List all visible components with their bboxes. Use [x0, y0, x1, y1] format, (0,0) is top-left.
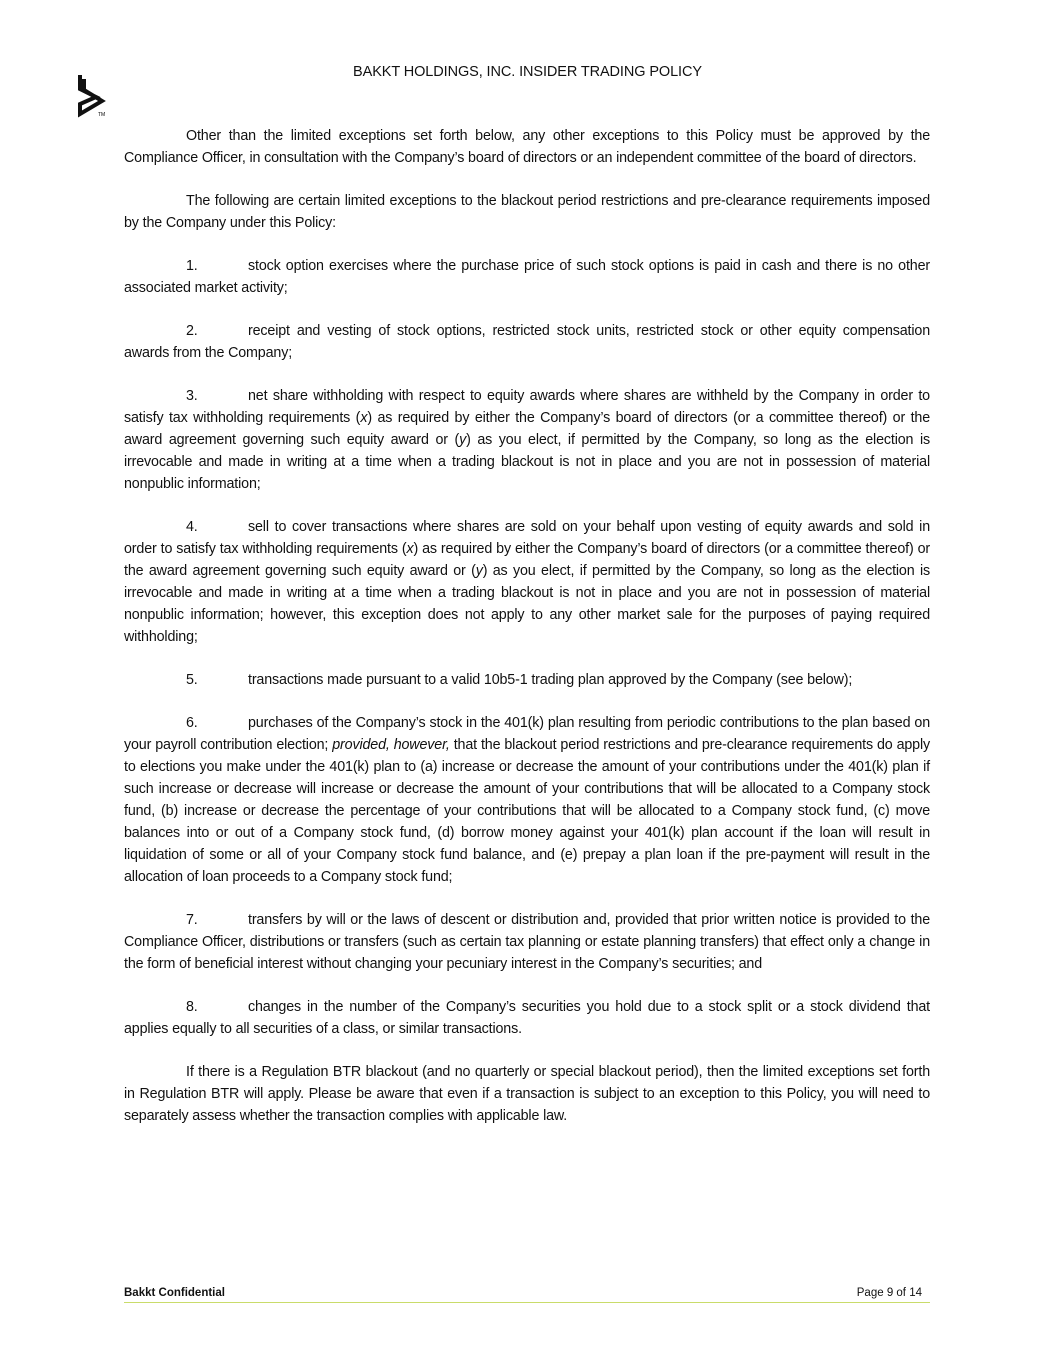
exception-list-item	[124, 255, 930, 299]
exception-list-item	[124, 712, 930, 888]
paragraph: Other than the limited exceptions set forth below, any other exceptions to this Policy must be approved by the Compliance Officer, in consultation with the Company’s board of directors or an independent committee of the board of directors.	[124, 128, 930, 166]
exception-list-item	[124, 320, 930, 364]
list-number: 4.	[186, 519, 198, 535]
list-number: 1.	[186, 258, 198, 274]
item-text: transfers by will or the laws of descent or distribution and, provided that prior written notice is provided to the Compliance Officer, distributions or transfers (such as certain tax planning or estate planning transfers) that effect only a change in the form of beneficial interest without changing your pecuniary interest in the Company’s securities; and	[124, 912, 930, 972]
item-text: purchases of the Company’s stock in the 401(k) plan resulting from periodic contributions to the plan based on your payroll contribution election;	[124, 715, 930, 753]
list-number: 3.	[186, 388, 198, 404]
item-text: receipt and vesting of stock options, restricted stock units, restricted stock or other equity compensation awards from the Company;	[124, 323, 930, 361]
exception-list-item	[124, 516, 930, 648]
item-text: provided, however,	[332, 737, 450, 753]
item-text: y	[459, 432, 467, 448]
document-header: BAKKT HOLDINGS, INC. INSIDER TRADING POLICY	[353, 64, 702, 80]
exception-list-item	[124, 996, 930, 1040]
list-number: 6.	[186, 715, 198, 731]
exception-list-item	[124, 909, 930, 975]
item-text: ) as you elect, if permitted by the Company, so long as the election is irrevocable and made in writing at a time when a trading blackout is not in place and you are not in possession of material nonpublic information; however, this exception does not apply to any other market sale for the purposes of paying required withholding;	[124, 563, 930, 645]
item-text: x	[406, 541, 414, 557]
page-number: Page 9 of 14	[856, 1287, 922, 1299]
document-body	[124, 125, 930, 1148]
item-text: stock option exercises where the purchase price of such stock options is paid in cash and there is no other associated market activity;	[124, 258, 930, 296]
exception-list-item	[124, 385, 930, 495]
exception-list-item	[124, 669, 930, 691]
item-text: sell to cover transactions where shares are sold on your behalf upon vesting of equity awards and sold in order to satisfy tax withholding requirements (	[124, 519, 930, 557]
confidential-label: Bakkt Confidential	[124, 1287, 225, 1299]
item-text: ) as you elect, if permitted by the Company, so long as the election is irrevocable and made in writing at a time when a trading blackout is not in place and you are not in possession of material nonpublic information;	[124, 432, 930, 492]
list-number: 8.	[186, 999, 198, 1015]
list-number: 7.	[186, 912, 198, 928]
paragraph: The following are certain limited exceptions to the blackout period restrictions and pre-clearance requirements imposed by the Company under this Policy:	[124, 193, 930, 231]
item-text: transactions made pursuant to a valid 10b5-1 trading plan approved by the Company (see below);	[248, 672, 853, 688]
closing-paragraph: If there is a Regulation BTR blackout (and no quarterly or special blackout period), then the limited exceptions set forth in Regulation BTR will apply. Please be aware that even if a transaction is subject to an exception to this Policy, you will need to separately assess whether the transaction complies with applicable law.	[124, 1064, 930, 1124]
item-text: y	[475, 563, 483, 579]
svg-text:TM: TM	[98, 112, 106, 118]
list-number: 2.	[186, 323, 198, 339]
item-text: that the blackout period restrictions and pre-clearance requirements do apply to elections you make under the 401(k) plan to (a) increase or decrease the amount of your contributions under the 401(k) plan if such increase or decrease will increase or decrease the amount of your contributions that will be allocated to a Company stock fund, (b) increase or decrease the percentage of your contributions that will be allocated to a Company stock fund, (c) move balances into or out of a Company stock fund, (d) borrow money against your 401(k) plan account if the loan will result in liquidation of some or all of your Company stock fund balance, and (e) prepay a plan loan if the pre-payment will result in the allocation of loan proceeds to a Company stock fund;	[124, 737, 931, 885]
page-footer	[124, 1287, 930, 1303]
item-text: ) as required by either the Company’s board of directors (or a committee thereof) or the award agreement governing such equity award or (	[124, 410, 930, 448]
item-text: x	[360, 410, 368, 426]
item-text: changes in the number of the Company’s securities you hold due to a stock split or a stock dividend that applies equally to all securities of a class, or similar transactions.	[124, 999, 930, 1037]
item-text: net share withholding with respect to equity awards where shares are withheld by the Company in order to satisfy tax withholding requirements (	[124, 388, 930, 426]
item-text: ) as required by either the Company’s board of directors (or a committee thereof) or the award agreement governing such equity award or (	[124, 541, 930, 579]
list-number: 5.	[186, 672, 198, 688]
